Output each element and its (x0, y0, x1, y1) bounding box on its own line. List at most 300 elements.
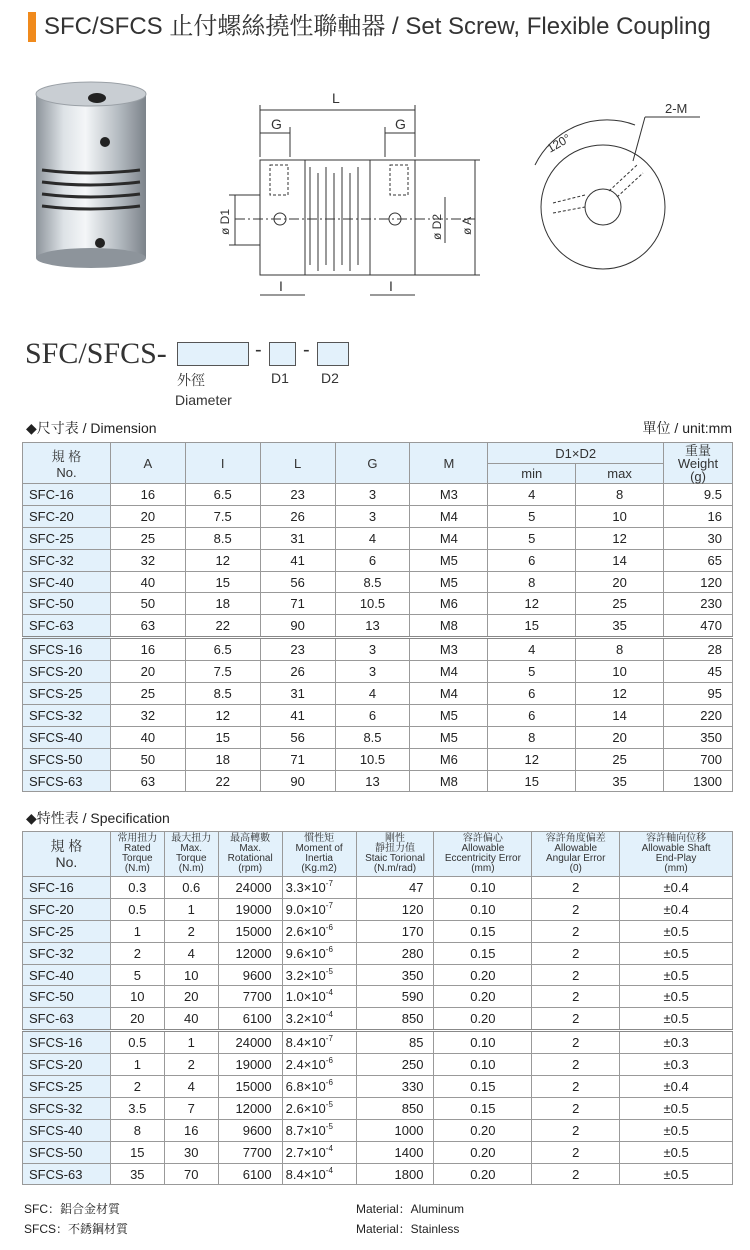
dim-cell-L: 41 (260, 704, 335, 726)
dim-cell-model: SFCS-32 (23, 704, 111, 726)
spec-cell-max-torque: 16 (164, 1119, 218, 1141)
dim-cell-A: 32 (110, 549, 185, 571)
spec-cell-torque: 20 (110, 1008, 164, 1031)
dim-header-model: 規 格 No. (23, 443, 111, 484)
spec-cell-stiffness: 85 (356, 1031, 434, 1054)
dim-cell-min: 8 (488, 571, 576, 593)
spec-cell-model: SFCS-63 (23, 1163, 111, 1185)
spec-cell-speed: 7700 (218, 1141, 282, 1163)
specification-table (22, 831, 733, 1185)
spec-cell-eccentric: 0.10 (434, 898, 532, 920)
spec-cell-model: SFC-25 (23, 920, 111, 942)
dim-cell-I: 22 (185, 770, 260, 792)
spec-cell-max-torque: 10 (164, 964, 218, 986)
spec-cell-eccentric: 0.20 (434, 1141, 532, 1163)
spec-cell-endplay: ±0.3 (620, 1054, 733, 1076)
spec-cell-angular: 2 (532, 1097, 620, 1119)
dim-cell-weight: 30 (664, 527, 733, 549)
dim-cell-L: 56 (260, 571, 335, 593)
dimension-row (23, 615, 733, 638)
spec-cell-stiffness: 350 (356, 964, 434, 986)
dim-cell-I: 15 (185, 726, 260, 748)
dim-cell-min: 6 (488, 549, 576, 571)
dim-cell-G: 4 (335, 683, 410, 705)
spec-cell-endplay: ±0.4 (620, 1076, 733, 1098)
title-accent-bar (28, 12, 36, 42)
dim-cell-max: 14 (576, 704, 664, 726)
spec-cell-stiffness: 330 (356, 1076, 434, 1098)
dim-cell-G: 13 (335, 770, 410, 792)
dim-cell-I: 18 (185, 593, 260, 615)
spec-cell-stiffness: 850 (356, 1097, 434, 1119)
dim-cell-min: 4 (488, 484, 576, 506)
spec-cell-speed: 19000 (218, 1054, 282, 1076)
spec-cell-eccentric: 0.20 (434, 964, 532, 986)
dim-cell-M: M6 (410, 748, 488, 770)
dim-cell-A: 40 (110, 726, 185, 748)
dim-cell-weight: 470 (664, 615, 733, 638)
dim-cell-A: 63 (110, 615, 185, 638)
specification-row (23, 1054, 733, 1076)
spec-cell-angular: 2 (532, 1141, 620, 1163)
specification-row (23, 877, 733, 899)
specification-row (23, 920, 733, 942)
specification-row (23, 1076, 733, 1098)
dim-cell-G: 3 (335, 505, 410, 527)
dim-header-weight: 重量 Weight (g) (664, 443, 733, 484)
dim-cell-A: 50 (110, 593, 185, 615)
dimension-unit: 單位 / unit:mm (642, 420, 732, 436)
dim-cell-max: 14 (576, 549, 664, 571)
label-D1: ø D1 (218, 208, 232, 235)
spec-cell-max-torque: 1 (164, 898, 218, 920)
dim-cell-weight: 230 (664, 593, 733, 615)
specification-row (23, 986, 733, 1008)
dim-cell-max: 25 (576, 593, 664, 615)
spec-cell-stiffness: 1400 (356, 1141, 434, 1163)
dim-cell-L: 26 (260, 505, 335, 527)
dim-cell-max: 10 (576, 505, 664, 527)
label-A: ø A (460, 216, 474, 235)
spec-cell-max-torque: 4 (164, 1076, 218, 1098)
dim-cell-I: 12 (185, 549, 260, 571)
spec-cell-inertia: $3.2\times 10^{-4}$ (282, 1008, 356, 1031)
spec-cell-stiffness: 590 (356, 986, 434, 1008)
spec-cell-stiffness: 120 (356, 898, 434, 920)
dim-cell-max: 8 (576, 638, 664, 661)
spec-cell-inertia: $6.8\times 10^{-6}$ (282, 1076, 356, 1098)
spec-cell-angular: 2 (532, 942, 620, 964)
spec-cell-speed: 9600 (218, 1119, 282, 1141)
specification-row (23, 1097, 733, 1119)
dim-cell-M: M8 (410, 770, 488, 792)
dim-header-max: max (576, 464, 664, 484)
spec-cell-angular: 2 (532, 898, 620, 920)
spec-cell-torque: 0.5 (110, 898, 164, 920)
spec-cell-torque: 0.5 (110, 1031, 164, 1054)
spec-cell-angular: 2 (532, 877, 620, 899)
dim-cell-I: 8.5 (185, 683, 260, 705)
spec-cell-speed: 12000 (218, 942, 282, 964)
label-I-left: I (279, 278, 283, 294)
spec-cell-speed: 15000 (218, 1076, 282, 1098)
dimension-table (22, 442, 733, 792)
spec-cell-endplay: ±0.5 (620, 942, 733, 964)
spec-cell-endplay: ±0.5 (620, 920, 733, 942)
model-dash-2: - (303, 339, 310, 361)
spec-cell-torque: 1 (110, 1054, 164, 1076)
label-angle: 120° (544, 131, 574, 156)
dim-cell-I: 18 (185, 748, 260, 770)
spec-cell-inertia: $3.3\times 10^{-7}$ (282, 877, 356, 899)
dim-cell-model: SFC-25 (23, 527, 111, 549)
dim-cell-min: 8 (488, 726, 576, 748)
dimension-row (23, 770, 733, 792)
spec-cell-speed: 12000 (218, 1097, 282, 1119)
dim-cell-I: 22 (185, 615, 260, 638)
model-box-d1 (269, 342, 296, 366)
spec-cell-eccentric: 0.15 (434, 1076, 532, 1098)
dim-cell-A: 40 (110, 571, 185, 593)
dim-cell-M: M8 (410, 615, 488, 638)
spec-cell-model: SFCS-50 (23, 1141, 111, 1163)
dimension-row (23, 748, 733, 770)
spec-cell-stiffness: 1000 (356, 1119, 434, 1141)
spec-cell-model: SFC-20 (23, 898, 111, 920)
coupling-photo (30, 80, 152, 270)
model-label-diameter-en: Diameter (175, 392, 232, 408)
spec-cell-angular: 2 (532, 964, 620, 986)
spec-cell-model: SFC-16 (23, 877, 111, 899)
dim-cell-max: 20 (576, 726, 664, 748)
dim-cell-model: SFCS-16 (23, 638, 111, 661)
spec-cell-torque: 2 (110, 1076, 164, 1098)
spec-cell-torque: 8 (110, 1119, 164, 1141)
dim-cell-A: 32 (110, 704, 185, 726)
dim-cell-G: 10.5 (335, 593, 410, 615)
dim-cell-L: 31 (260, 527, 335, 549)
dim-cell-weight: 220 (664, 704, 733, 726)
dim-cell-weight: 700 (664, 748, 733, 770)
dim-cell-L: 90 (260, 615, 335, 638)
dim-cell-L: 23 (260, 484, 335, 506)
dim-cell-L: 90 (260, 770, 335, 792)
specification-row (23, 1008, 733, 1031)
dim-cell-L: 26 (260, 661, 335, 683)
spec-cell-angular: 2 (532, 1119, 620, 1141)
spec-cell-endplay: ±0.4 (620, 877, 733, 899)
label-M: 2-M (665, 101, 688, 116)
spec-cell-stiffness: 170 (356, 920, 434, 942)
dim-cell-L: 56 (260, 726, 335, 748)
dim-cell-max: 10 (576, 661, 664, 683)
dim-cell-max: 20 (576, 571, 664, 593)
spec-cell-endplay: ±0.5 (620, 1097, 733, 1119)
spec-cell-model: SFCS-25 (23, 1076, 111, 1098)
dim-cell-model: SFC-63 (23, 615, 111, 638)
dim-cell-L: 71 (260, 593, 335, 615)
spec-header-model: 規 格 No. (23, 832, 111, 877)
spec-cell-model: SFCS-20 (23, 1054, 111, 1076)
dim-cell-weight: 9.5 (664, 484, 733, 506)
spec-cell-endplay: ±0.5 (620, 1008, 733, 1031)
dim-cell-M: M3 (410, 638, 488, 661)
page-title: SFC/SFCS 止付螺絲撓性聯軸器 / Set Screw, Flexible Coupling (44, 13, 711, 40)
dim-cell-weight: 45 (664, 661, 733, 683)
spec-cell-max-torque: 7 (164, 1097, 218, 1119)
spec-cell-max-torque: 2 (164, 1054, 218, 1076)
dim-cell-max: 8 (576, 484, 664, 506)
model-label-diameter-cn: 外徑 (177, 372, 205, 388)
dim-cell-M: M5 (410, 571, 488, 593)
dim-cell-G: 3 (335, 484, 410, 506)
dim-cell-M: M5 (410, 726, 488, 748)
spec-cell-angular: 2 (532, 1163, 620, 1185)
dim-cell-weight: 28 (664, 638, 733, 661)
dim-cell-max: 25 (576, 748, 664, 770)
spec-cell-inertia: $1.0\times 10^{-4}$ (282, 986, 356, 1008)
label-I-right: I (389, 278, 393, 294)
spec-cell-inertia: $2.6\times 10^{-6}$ (282, 920, 356, 942)
spec-cell-angular: 2 (532, 920, 620, 942)
dim-cell-max: 35 (576, 615, 664, 638)
dim-cell-min: 5 (488, 661, 576, 683)
model-code-prefix: SFC/SFCS- (25, 337, 167, 370)
dim-cell-model: SFC-20 (23, 505, 111, 527)
spec-cell-eccentric: 0.20 (434, 1163, 532, 1185)
dim-header-M: M (410, 443, 488, 484)
spec-cell-inertia: $8.7\times 10^{-5}$ (282, 1119, 356, 1141)
spec-cell-speed: 9600 (218, 964, 282, 986)
spec-header-eccentric: 容許偏心 Allowable Eccentricity Error (mm) (434, 832, 532, 877)
spec-header-endplay: 容許軸向位移 Allowable Shaft End-Play (mm) (620, 832, 733, 877)
spec-cell-endplay: ±0.5 (620, 1163, 733, 1185)
spec-cell-eccentric: 0.10 (434, 877, 532, 899)
spec-cell-eccentric: 0.10 (434, 1054, 532, 1076)
spec-cell-endplay: ±0.4 (620, 898, 733, 920)
spec-cell-max-torque: 2 (164, 920, 218, 942)
label-G-left: G (271, 116, 282, 132)
dim-cell-min: 5 (488, 527, 576, 549)
dim-cell-weight: 65 (664, 549, 733, 571)
model-box-d2 (317, 342, 349, 366)
model-label-d2: D2 (321, 370, 339, 386)
dim-cell-G: 8.5 (335, 726, 410, 748)
dimension-section-title: ◆尺寸表 / Dimension (26, 420, 157, 436)
spec-cell-inertia: $3.2\times 10^{-5}$ (282, 964, 356, 986)
dim-cell-weight: 120 (664, 571, 733, 593)
spec-cell-torque: 35 (110, 1163, 164, 1185)
dim-cell-G: 6 (335, 704, 410, 726)
dim-cell-M: M4 (410, 661, 488, 683)
dim-cell-weight: 350 (664, 726, 733, 748)
dim-cell-weight: 16 (664, 505, 733, 527)
dim-cell-A: 50 (110, 748, 185, 770)
model-dash-1: - (255, 339, 262, 361)
dim-cell-model: SFC-16 (23, 484, 111, 506)
spec-cell-angular: 2 (532, 1076, 620, 1098)
dim-cell-model: SFCS-25 (23, 683, 111, 705)
spec-cell-max-torque: 4 (164, 942, 218, 964)
dim-cell-max: 12 (576, 683, 664, 705)
dim-cell-G: 8.5 (335, 571, 410, 593)
dim-cell-model: SFCS-20 (23, 661, 111, 683)
dim-cell-G: 3 (335, 661, 410, 683)
spec-cell-endplay: ±0.5 (620, 1141, 733, 1163)
spec-cell-endplay: ±0.3 (620, 1031, 733, 1054)
spec-cell-eccentric: 0.20 (434, 1119, 532, 1141)
dim-header-d1xd2: D1×D2 (488, 443, 664, 464)
model-label-d1: D1 (271, 370, 289, 386)
spec-cell-inertia: $2.7\times 10^{-4}$ (282, 1141, 356, 1163)
dim-cell-I: 12 (185, 704, 260, 726)
spec-cell-eccentric: 0.15 (434, 1097, 532, 1119)
dim-cell-G: 4 (335, 527, 410, 549)
dim-cell-I: 15 (185, 571, 260, 593)
spec-cell-angular: 2 (532, 1008, 620, 1031)
model-box-diameter (177, 342, 249, 366)
spec-cell-endplay: ±0.5 (620, 964, 733, 986)
specification-row (23, 942, 733, 964)
specification-row (23, 1031, 733, 1054)
footnote-material-stainless: Material：Stainless (356, 1222, 460, 1236)
spec-cell-inertia: $2.4\times 10^{-6}$ (282, 1054, 356, 1076)
spec-cell-max-torque: 20 (164, 986, 218, 1008)
dim-header-min: min (488, 464, 576, 484)
dim-cell-min: 15 (488, 770, 576, 792)
spec-cell-max-torque: 1 (164, 1031, 218, 1054)
dim-cell-A: 25 (110, 527, 185, 549)
spec-cell-stiffness: 250 (356, 1054, 434, 1076)
spec-cell-model: SFC-50 (23, 986, 111, 1008)
spec-cell-inertia: $9.6\times 10^{-6}$ (282, 942, 356, 964)
dimension-row (23, 527, 733, 549)
dim-cell-min: 12 (488, 593, 576, 615)
spec-cell-torque: 15 (110, 1141, 164, 1163)
dimension-row (23, 593, 733, 615)
spec-cell-max-torque: 40 (164, 1008, 218, 1031)
spec-cell-speed: 15000 (218, 920, 282, 942)
spec-cell-model: SFC-32 (23, 942, 111, 964)
spec-cell-stiffness: 47 (356, 877, 434, 899)
dim-cell-A: 16 (110, 638, 185, 661)
spec-cell-speed: 6100 (218, 1008, 282, 1031)
spec-cell-angular: 2 (532, 1031, 620, 1054)
spec-cell-speed: 7700 (218, 986, 282, 1008)
dim-cell-I: 8.5 (185, 527, 260, 549)
specification-row (23, 1141, 733, 1163)
dim-cell-G: 6 (335, 549, 410, 571)
dim-cell-I: 6.5 (185, 484, 260, 506)
spec-cell-inertia: $2.6\times 10^{-5}$ (282, 1097, 356, 1119)
dim-cell-M: M6 (410, 593, 488, 615)
dim-cell-I: 7.5 (185, 505, 260, 527)
spec-header-inertia: 慣性矩 Moment of Inertia (Kg.m2) (282, 832, 356, 877)
spec-cell-angular: 2 (532, 986, 620, 1008)
spec-cell-eccentric: 0.15 (434, 942, 532, 964)
specification-section-title: ◆特性表 / Specification (26, 810, 170, 826)
spec-cell-model: SFCS-40 (23, 1119, 111, 1141)
dim-cell-weight: 95 (664, 683, 733, 705)
dim-cell-min: 6 (488, 704, 576, 726)
dim-header-G: G (335, 443, 410, 484)
spec-cell-inertia: $9.0\times 10^{-7}$ (282, 898, 356, 920)
spec-cell-inertia: $8.4\times 10^{-7}$ (282, 1031, 356, 1054)
dim-cell-G: 10.5 (335, 748, 410, 770)
end-view-drawing (505, 95, 720, 290)
spec-cell-speed: 24000 (218, 1031, 282, 1054)
spec-cell-endplay: ±0.5 (620, 1119, 733, 1141)
dim-cell-model: SFCS-40 (23, 726, 111, 748)
label-G-right: G (395, 116, 406, 132)
footnote-sfc: SFC：鋁合金材質 (24, 1202, 121, 1216)
dimension-row (23, 683, 733, 705)
dim-cell-max: 35 (576, 770, 664, 792)
dim-cell-M: M4 (410, 683, 488, 705)
dimension-row (23, 726, 733, 748)
dim-cell-min: 6 (488, 683, 576, 705)
dim-cell-I: 6.5 (185, 638, 260, 661)
spec-header-max-torque: 最大扭力 Max. Torque (N.m) (164, 832, 218, 877)
spec-cell-max-torque: 70 (164, 1163, 218, 1185)
dim-cell-M: M4 (410, 505, 488, 527)
dim-cell-M: M4 (410, 527, 488, 549)
spec-cell-angular: 2 (532, 1054, 620, 1076)
dimension-row (23, 571, 733, 593)
spec-cell-eccentric: 0.20 (434, 1008, 532, 1031)
dimension-row (23, 505, 733, 527)
dim-header-I: I (185, 443, 260, 484)
dimension-row (23, 704, 733, 726)
spec-cell-max-torque: 0.6 (164, 877, 218, 899)
dim-cell-model: SFC-50 (23, 593, 111, 615)
dim-cell-M: M5 (410, 549, 488, 571)
spec-cell-model: SFC-40 (23, 964, 111, 986)
dim-header-A: A (110, 443, 185, 484)
dim-cell-L: 31 (260, 683, 335, 705)
dimension-row (23, 638, 733, 661)
specification-row (23, 964, 733, 986)
side-view-drawing (215, 85, 485, 310)
dim-cell-A: 20 (110, 505, 185, 527)
spec-cell-torque: 1 (110, 920, 164, 942)
dim-cell-I: 7.5 (185, 661, 260, 683)
dim-cell-M: M3 (410, 484, 488, 506)
dim-header-L: L (260, 443, 335, 484)
label-L: L (332, 90, 340, 106)
spec-cell-torque: 5 (110, 964, 164, 986)
spec-cell-eccentric: 0.15 (434, 920, 532, 942)
spec-cell-model: SFCS-16 (23, 1031, 111, 1054)
dim-cell-min: 4 (488, 638, 576, 661)
dim-cell-L: 71 (260, 748, 335, 770)
spec-cell-stiffness: 850 (356, 1008, 434, 1031)
spec-cell-torque: 0.3 (110, 877, 164, 899)
dim-cell-M: M5 (410, 704, 488, 726)
spec-cell-model: SFC-63 (23, 1008, 111, 1031)
dim-cell-weight: 1300 (664, 770, 733, 792)
dimension-row (23, 661, 733, 683)
footnote-material-aluminum: Material：Aluminum (356, 1202, 465, 1216)
spec-cell-stiffness: 1800 (356, 1163, 434, 1185)
dim-cell-min: 15 (488, 615, 576, 638)
dim-cell-G: 13 (335, 615, 410, 638)
dim-cell-A: 25 (110, 683, 185, 705)
dim-cell-model: SFC-32 (23, 549, 111, 571)
dim-cell-L: 41 (260, 549, 335, 571)
label-D2: ø D2 (430, 213, 444, 240)
dim-cell-model: SFC-40 (23, 571, 111, 593)
